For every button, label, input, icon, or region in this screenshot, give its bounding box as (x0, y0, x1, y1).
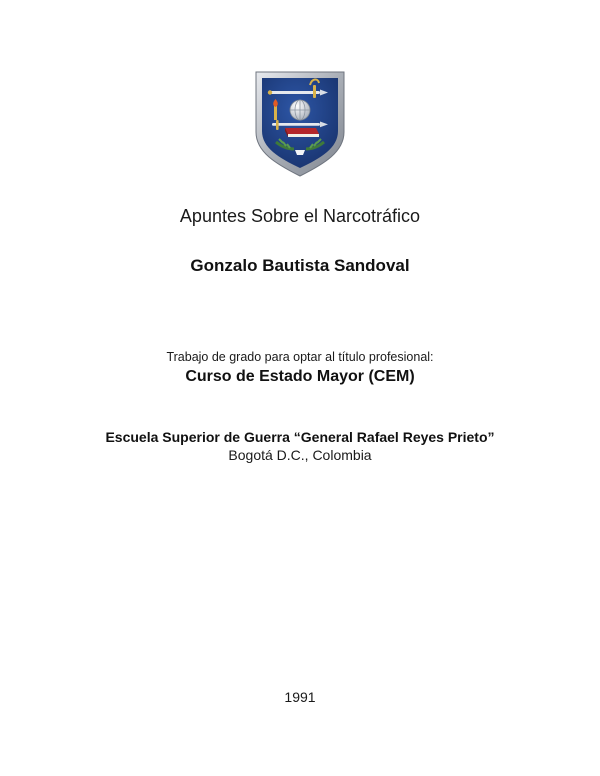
military-school-crest-icon (252, 70, 348, 178)
school-name: Escuela Superior de Guerra “General Rafael Reyes Prieto” (105, 429, 495, 445)
publication-year: 1991 (284, 689, 316, 705)
city-location: Bogotá D.C., Colombia (228, 447, 372, 463)
course-title: Curso de Estado Mayor (CEM) (185, 368, 415, 385)
document-title: Apuntes Sobre el Narcotráfico (179, 206, 421, 226)
author-name: Gonzalo Bautista Sandoval (190, 256, 410, 275)
degree-intro: Trabajo de grado para optar al título profesional: (166, 350, 434, 364)
